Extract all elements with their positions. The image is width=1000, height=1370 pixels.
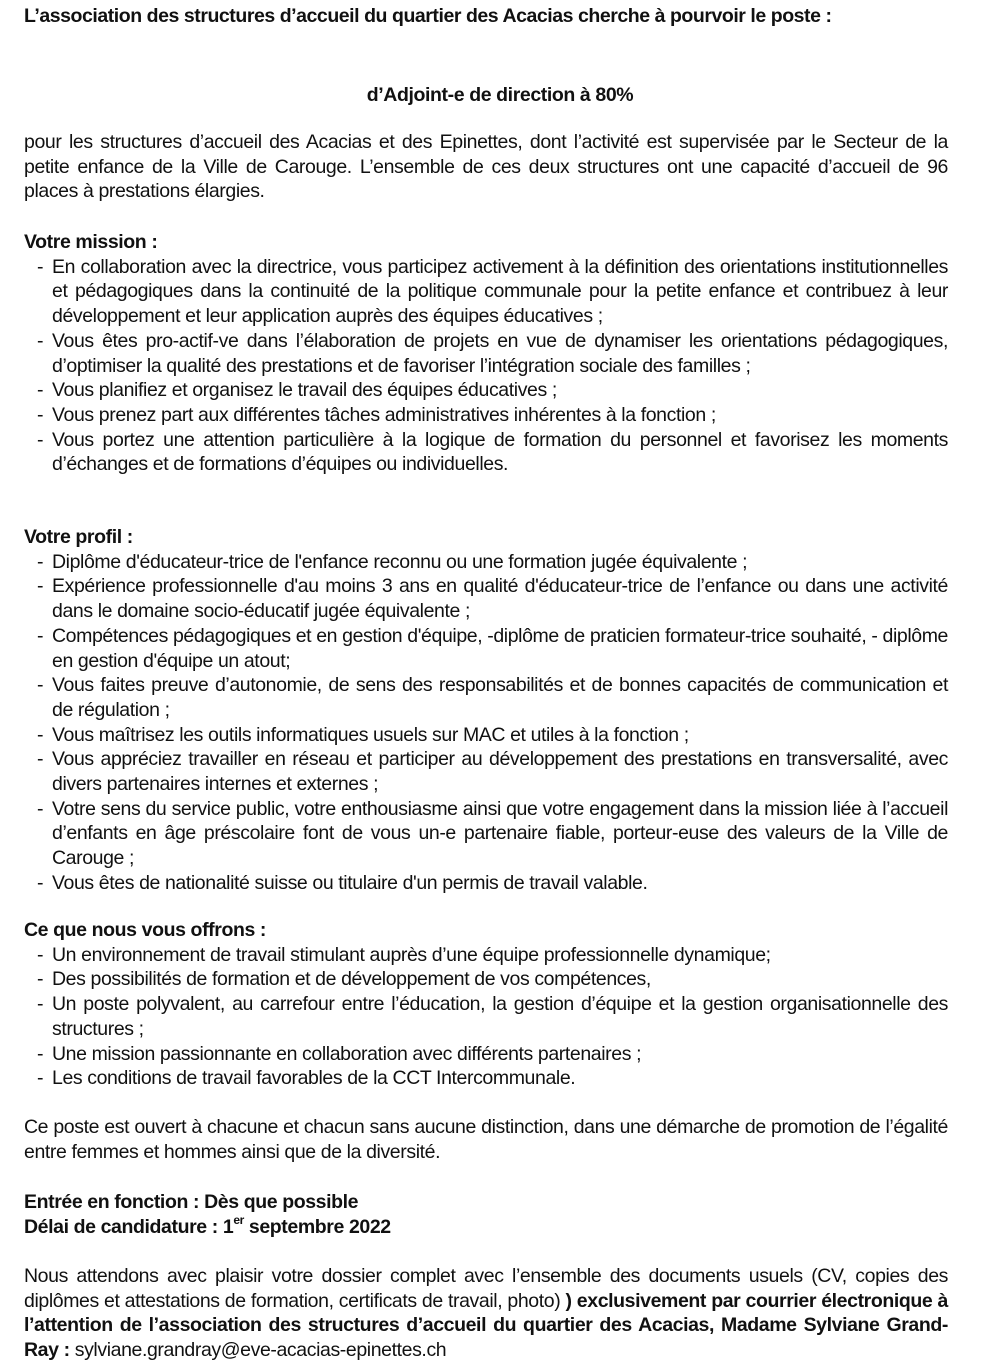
mission-item: - Vous prenez part aux différentes tâches administratives inhérentes à la fonction ; [24,403,948,428]
start-date-label: Entrée en fonction : [24,1191,200,1213]
profile-item: - Expérience professionnelle d'au moins 3 ans en qualité d'éducateur-trice de l’enfance ou dans une activité dans le domaine socio-éducatif jugée équivalente ; [24,574,948,623]
offer-item: - Les conditions de travail favorables de la CCT Intercommunale. [24,1066,948,1091]
profile-item: - Vous faites preuve d’autonomie, de sens des responsabilités et de bonnes capacités de communication et de régulation ; [24,673,948,722]
dates-section [24,1190,948,1239]
profile-item: - Vous maîtrisez les outils informatiques usuels sur MAC et utiles à la fonction ; [24,723,948,748]
offer-item: - Un environnement de travail stimulant auprès d’une équipe professionnelle dynamique; [24,943,948,968]
profile-item: - Vous êtes de nationalité suisse ou titulaire d'un permis de travail valable. [24,871,948,896]
application-text: Nous attendons avec plaisir votre dossier complet avec l’ensemble des documents usuels (CV, copies des diplômes et attestations de formation, certificats de travail, photo) [24,1265,948,1312]
deadline-day-suffix: er [233,1213,244,1228]
profile-list [24,550,948,896]
profile-item: - Votre sens du service public, votre enthousiasme ainsi que votre engagement dans la mission liée à l’accueil d’enfants en âge préscolaire font de vous un-e partenaire fiable, porteur-euse des valeurs de la Ville de Carouge ; [24,797,948,871]
mission-item: - Vous portez une attention particulière à la logique de formation du personnel et favorisez les moments d’échanges et de formations d’équipes ou individuelles. [24,428,948,477]
deadline-rest: septembre 2022 [248,1215,391,1238]
equality-statement: Ce poste est ouvert à chacune et chacun sans aucune distinction, dans une démarche de promotion de l’égalité entre femmes et hommes ainsi que de la diversité. [24,1116,948,1163]
offer-heading: Ce que nous vous offrons : [24,919,267,941]
application-instructions: ) exclusivement par courrier électronique à l’attention de l’association des structures d’accueil du quartier des Acacias, Madame Sylviane Grand-Ray : [24,1289,948,1362]
position-title: d’Adjoint-e de direction à 80% [366,84,634,106]
mission-list [24,255,948,477]
application-paragraph [24,1264,948,1363]
profile-section [24,525,948,896]
start-date-line [24,1190,948,1215]
profile-item: - Compétences pédagogiques et en gestion d'équipe, -diplôme de praticien formateur-trice souhaité, - diplôme en gestion d'équipe un atout; [24,624,948,673]
offer-section [24,918,948,1091]
profile-heading: Votre profil : [24,526,133,548]
deadline-line [24,1215,948,1240]
profile-item: - Vous appréciez travailler en réseau et participer au développement des prestations en transversalité, avec divers partenaires internes et externes ; [24,747,948,796]
mission-section [24,230,948,477]
deadline-label: Délai de candidature : [24,1215,218,1238]
offer-item: - Un poste polyvalent, au carrefour entre l’éducation, la gestion d’équipe et la gestion organisationnelle des structures ; [24,992,948,1041]
mission-item: - Vous êtes pro-actif-ve dans l’élaboration de projets en vue de dynamiser les orientations pédagogiques, d’optimiser la qualité des prestations et de favoriser l’intégration sociale des familles ; [24,329,948,378]
intro-heading: L’association des structures d’accueil du quartier des Acacias cherche à pourvoir le poste : [24,5,832,27]
contact-email-link[interactable]: sylviane.grandray@eve-acacias-epinettes.ch [74,1339,447,1362]
mission-heading: Votre mission : [24,231,158,253]
start-date-value: Dès que possible [204,1191,359,1213]
mission-item: - En collaboration avec la directrice, vous participez activement à la définition des orientations institutionnelles et pédagogiques dans la continuité de la politique communale pour la petite enfance et contribuez à leur développement et leur application auprès des équipes éducatives ; [24,255,948,329]
offer-list [24,943,948,1091]
offer-item: - Une mission passionnante en collaboration avec différents partenaires ; [24,1042,948,1067]
deadline-day: 1 [222,1215,234,1238]
description-paragraph: pour les structures d’accueil des Acacias et des Epinettes, dont l’activité est supervisée par le Secteur de la petite enfance de la Ville de Carouge. L’ensemble de ces deux structures ont une capacité d’accueil de 96 places à prestations élargies. [24,131,948,203]
profile-item: - Diplôme d'éducateur-trice de l'enfance reconnu ou une formation jugée équivalente ; [24,550,948,575]
offer-item: - Des possibilités de formation et de développement de vos compétences, [24,967,948,992]
mission-item: - Vous planifiez et organisez le travail des équipes éducatives ; [24,378,948,403]
